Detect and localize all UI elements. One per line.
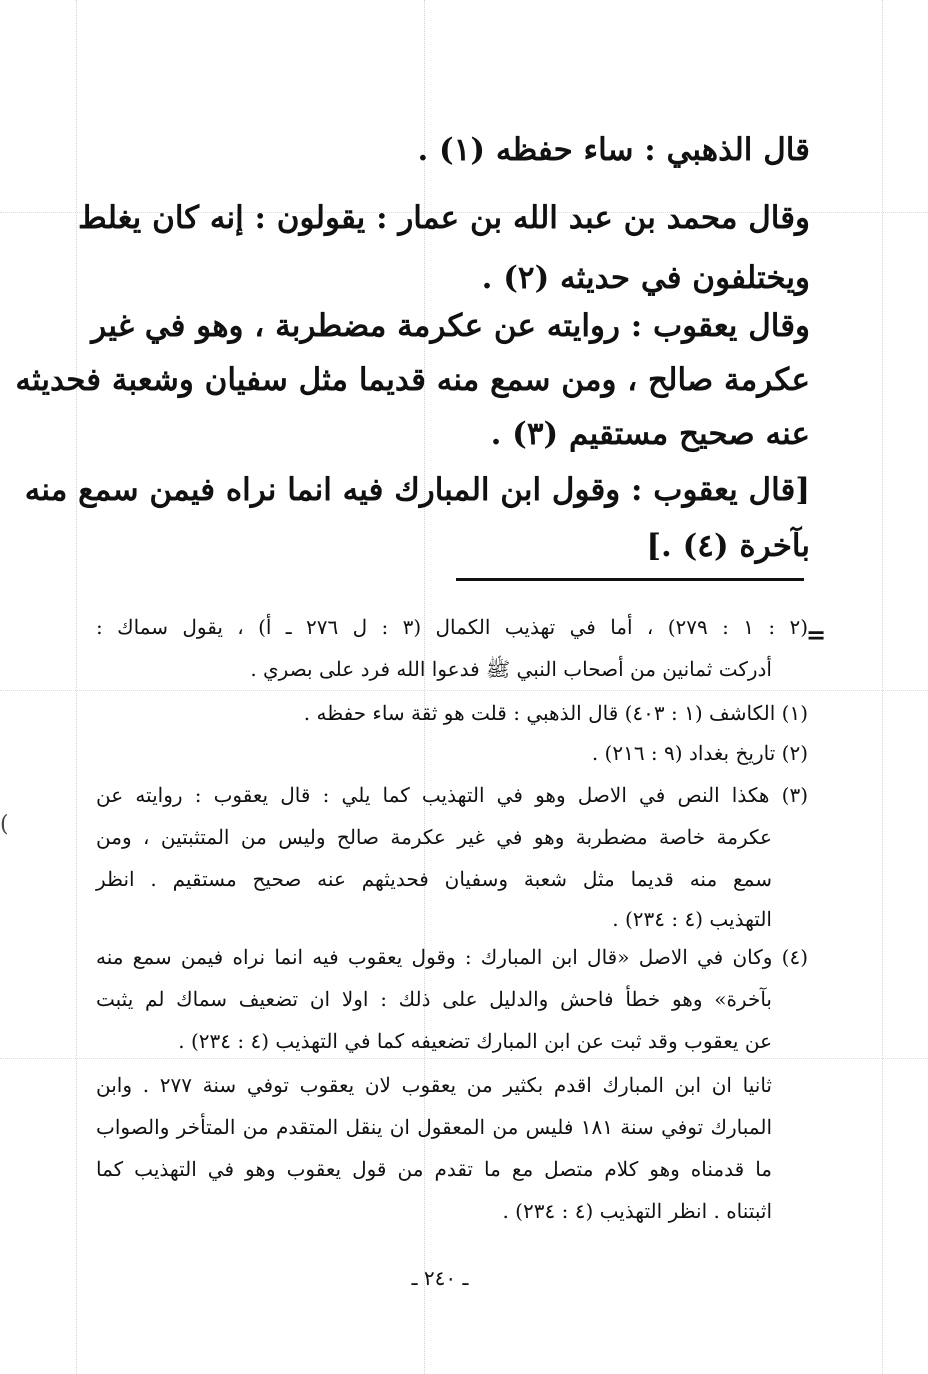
footnote-line: اثبتناه . انظر التهذيب (٤ : ٢٣٤) . (502, 1199, 772, 1223)
footnote-line: أدركت ثمانين من أصحاب النبي ﷺ فدعوا الله فرد على بصري . (250, 657, 772, 681)
footnote-line: (٢ : ١ : ٢٧٩) ، أما في تهذيب الكمال (٣ : ل ٢٧٦ ـ أ) ، يقول سماك : (96, 615, 809, 639)
body-line: عكرمة صالح ، ومن سمع منه قديما مثل سفيان وشعبة فحديثه (15, 362, 810, 398)
scan-guide-line (0, 1058, 928, 1059)
body-line: بآخرة (٤) .] (646, 528, 810, 564)
body-line: وقال محمد بن عبد الله بن عمار : يقولون : إنه كان يغلط (78, 200, 810, 236)
body-line: قال الذهبي : ساء حفظه (١) . (417, 132, 810, 168)
footnote-line: عن يعقوب وقد ثبت عن ابن المبارك تضعيفه كما في التهذيب (٤ : ٢٣٤) . (178, 1029, 772, 1053)
scan-guide-line (76, 0, 77, 1374)
scan-guide-line (882, 0, 883, 1374)
margin-bracket: ( (0, 812, 9, 837)
body-line: [قال يعقوب : وقول ابن المبارك فيه انما نراه فيمن سمع منه (24, 472, 810, 508)
footnote-line: المبارك توفي سنة ١٨١ فليس من المعقول ان ينقل المتقدم من المتأخر والصواب (96, 1115, 772, 1139)
page-number: ـ ٢٤٠ ـ (411, 1266, 469, 1290)
footnote-line: (٣) هكذا النص في الاصل وهو في التهذيب كما يلي : قال يعقوب : روايته عن (96, 783, 808, 807)
body-line: ويختلفون في حديثه (٢) . (481, 260, 810, 296)
body-line: عنه صحيح مستقيم (٣) . (490, 416, 810, 452)
footnote-separator (456, 578, 804, 581)
footnote-line: التهذيب (٤ : ٢٣٤) . (612, 907, 772, 931)
footnote-line: (٤) وكان في الاصل «قال ابن المبارك : وقول يعقوب فيه انما نراه فيمن سمع منه (96, 945, 808, 969)
footnote-line: (١) الكاشف (١ : ٤٠٣) قال الذهبي : قلت هو ثقة ساء حفظه . (303, 701, 808, 725)
footnote-line: (٢) تاريخ بغداد (٩ : ٢١٦) . (591, 741, 808, 765)
footnote-line: بآخرة» وهو خطأ فاحش والدليل على ذلك : اولا ان تضعيف سماك لم يثبت (96, 987, 772, 1011)
footnote-line: عكرمة خاصة مضطربة وهو في غير عكرمة صالح وليس من المتثبتين ، ومن (96, 825, 772, 849)
footnote-line: سمع منه قديما مثل شعبة وسفيان فحديثهم عنه صحيح مستقيم . انظر (96, 867, 772, 891)
body-line: وقال يعقوب : روايته عن عكرمة مضطربة ، وهو في غير (91, 308, 810, 344)
footnote-line: ما قدمناه وهو كلام متصل مع ما تقدم من قول يعقوب وهو في التهذيب كما (96, 1157, 772, 1181)
footnote-line: ثانيا ان ابن المبارك اقدم بكثير من يعقوب لان يعقوب توفي سنة ٢٧٧ . وابن (96, 1073, 772, 1097)
scan-guide-line (0, 690, 928, 691)
continuation-mark: = (806, 620, 827, 649)
